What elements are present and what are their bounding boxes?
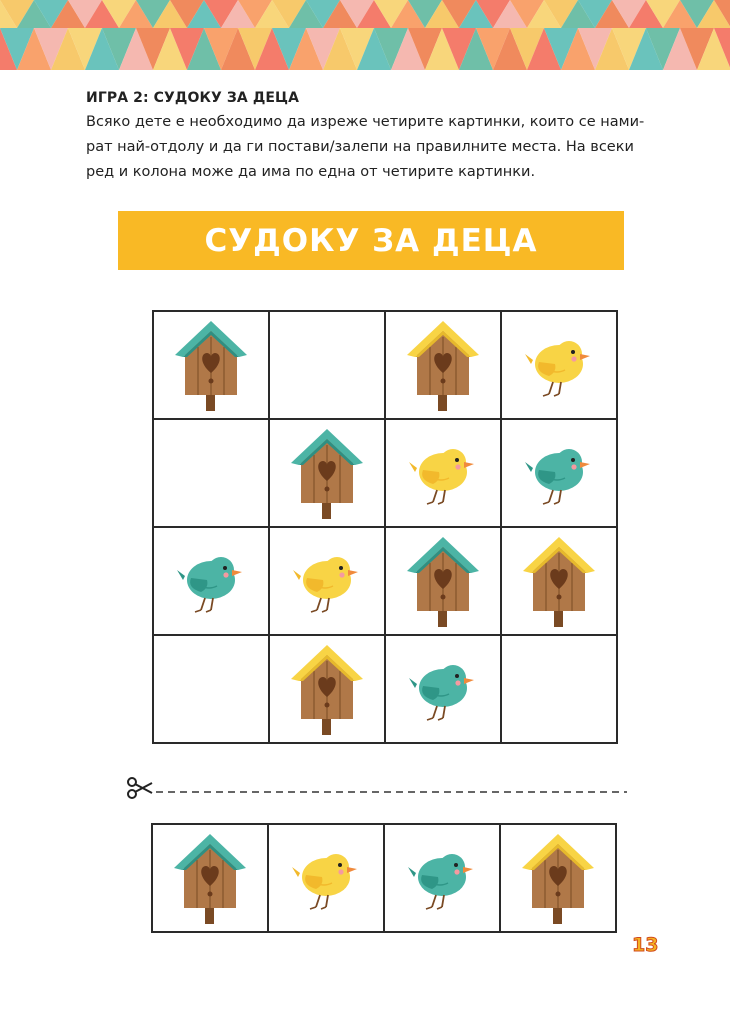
instructions-line: рат най-отдолу и да ги постави/залепи на правилните места. На всеки xyxy=(86,139,634,155)
grid-cell-empty[interactable] xyxy=(269,311,385,419)
grid-cell-yellow-bird xyxy=(501,311,617,419)
teal-bird-icon xyxy=(385,845,499,911)
instructions-line: Всяко дете е необходимо да изреже четирите картинки, които се нами- xyxy=(86,114,645,130)
teal-bird-icon xyxy=(154,548,268,614)
yellow-birdhouse-icon xyxy=(386,317,500,413)
grid-cell-empty[interactable] xyxy=(501,635,617,743)
grid-cell-yellow-bird xyxy=(269,527,385,635)
grid-cell-teal-birdhouse xyxy=(269,419,385,527)
cutout-strip xyxy=(151,823,617,933)
grid-cell-teal-bird xyxy=(385,635,501,743)
grid-row xyxy=(153,527,617,635)
yellow-birdhouse-icon xyxy=(270,641,384,737)
cutout-yellow-bird[interactable] xyxy=(268,824,384,932)
yellow-birdhouse-icon xyxy=(502,533,616,629)
grid-cell-empty[interactable] xyxy=(153,635,269,743)
scissors-icon xyxy=(128,778,152,798)
teal-birdhouse-icon xyxy=(153,830,267,926)
triangle-banner xyxy=(0,0,730,70)
instructions-line: ред и колона може да има по една от четирите картинки. xyxy=(86,164,536,180)
yellow-bird-icon xyxy=(270,548,384,614)
instructions-text xyxy=(86,110,676,185)
teal-bird-icon xyxy=(386,656,500,722)
grid-cell-teal-birdhouse xyxy=(385,527,501,635)
grid-row xyxy=(153,635,617,743)
sudoku-grid xyxy=(152,310,618,744)
grid-row xyxy=(153,311,617,419)
cut-line xyxy=(122,772,632,802)
grid-cell-empty[interactable] xyxy=(153,419,269,527)
grid-cell-yellow-bird xyxy=(385,419,501,527)
title-banner xyxy=(118,211,624,270)
cutout-teal-birdhouse[interactable] xyxy=(152,824,268,932)
yellow-bird-icon xyxy=(386,440,500,506)
grid-cell-yellow-birdhouse xyxy=(501,527,617,635)
cutout-row xyxy=(152,824,616,932)
cutout-teal-bird[interactable] xyxy=(384,824,500,932)
grid-cell-yellow-birdhouse xyxy=(385,311,501,419)
grid-cell-yellow-birdhouse xyxy=(269,635,385,743)
teal-birdhouse-icon xyxy=(154,317,268,413)
page-number: 13 xyxy=(632,934,659,956)
grid-cell-teal-bird xyxy=(501,419,617,527)
grid-cell-teal-birdhouse xyxy=(153,311,269,419)
teal-birdhouse-icon xyxy=(386,533,500,629)
yellow-birdhouse-icon xyxy=(501,830,615,926)
page-title: СУДОКУ ЗА ДЕЦА xyxy=(204,222,538,259)
cutout-yellow-birdhouse[interactable] xyxy=(500,824,616,932)
grid-cell-teal-bird xyxy=(153,527,269,635)
yellow-bird-icon xyxy=(502,332,616,398)
teal-birdhouse-icon xyxy=(270,425,384,521)
game-heading: ИГРА 2: СУДОКУ ЗА ДЕЦА xyxy=(86,90,300,106)
yellow-bird-icon xyxy=(269,845,383,911)
grid-row xyxy=(153,419,617,527)
teal-bird-icon xyxy=(502,440,616,506)
